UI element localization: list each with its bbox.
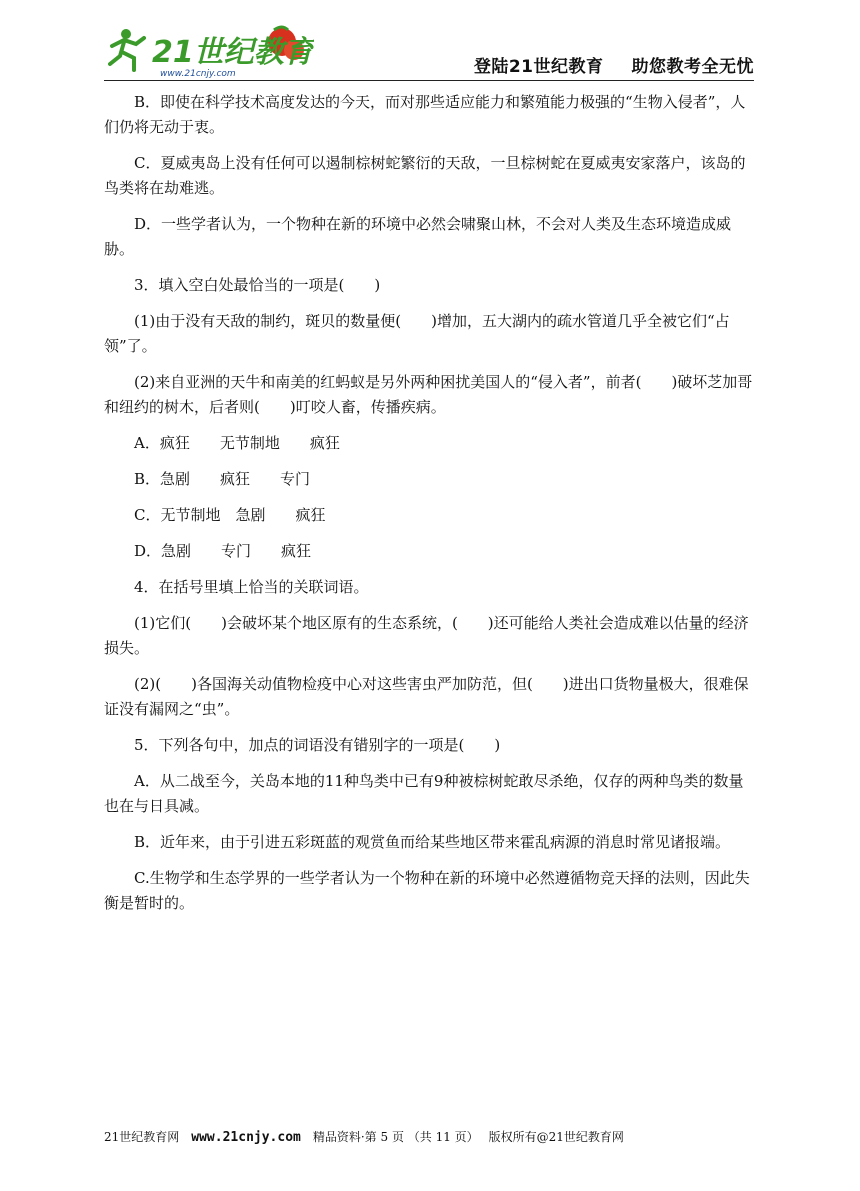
paragraph: (2)( )各国海关动值物检疫中心对这些害虫严加防范，但( )进出口货物量极大，很难保证没有漏网之“虫”。	[104, 675, 749, 718]
question-heading: 3．填入空白处最恰当的一项是( )	[134, 276, 381, 294]
footer-page-info: 精品资料·第 5 页 （共 11 页）	[312, 1130, 479, 1144]
document-body	[104, 90, 754, 916]
footer-copyright: 版权所有@21世纪教育网	[488, 1130, 624, 1144]
option-a: A．从二战至今，关岛本地的11种鸟类中已有9种被棕树蛇敢尽杀绝，仅存的两种鸟类的数量也在与日具减。	[104, 772, 744, 815]
running-figure-icon	[110, 29, 144, 70]
question-heading: 5．下列各句中，加点的词语没有错别字的一项是( )	[134, 736, 501, 754]
slogan-right: 助您教考全无忧	[631, 57, 754, 77]
footer-site-url[interactable]: www.21cnjy.com	[191, 1130, 301, 1145]
paragraph: (1)由于没有天敌的制约，斑贝的数量便( )增加，五大湖内的疏水管道几乎全被它们“占领”了。	[104, 312, 730, 355]
paragraph: (1)它们( )会破坏某个地区原有的生态系统，( )还可能给人类社会造成难以估量的经济损失。	[104, 614, 749, 657]
page-header	[104, 20, 754, 82]
option-a: A．疯狂 无节制地 疯狂	[134, 434, 340, 452]
paragraph: (2)来自亚洲的天牛和南美的红蚂蚁是另外两种困扰美国人的“侵入者”，前者( )破坏芝加哥和纽约的树木，后者则( )叮咬人畜，传播疾病。	[104, 373, 753, 416]
header-slogan	[474, 52, 754, 77]
header-divider	[104, 80, 754, 81]
option-d: D．急剧 专门 疯狂	[134, 542, 312, 560]
option-c: C．无节制地 急剧 疯狂	[134, 506, 326, 524]
svg-text:www.21cnjy.com: www.21cnjy.com	[160, 69, 236, 79]
paragraph: C．夏威夷岛上没有任何可以遏制棕树蛇繁衍的天敌，一旦棕树蛇在夏威夷安家落户，该岛的鸟类将在劫难逃。	[104, 154, 746, 197]
svg-text:21世纪教育: 21世纪教育	[152, 35, 314, 70]
slogan-left: 登陆21世纪教育	[473, 57, 604, 77]
footer-site-name: 21世纪教育网	[104, 1130, 180, 1144]
paragraph: B．即使在科学技术高度发达的今天，而对那些适应能力和繁殖能力极强的“生物入侵者”，人们仍将无动于衷。	[104, 93, 746, 136]
option-b: B．近年来，由于引进五彩斑蓝的观赏鱼而给某些地区带来霍乱病源的消息时常见诸报端。	[134, 833, 731, 851]
page-footer	[104, 1128, 754, 1145]
question-heading: 4．在括号里填上恰当的关联词语。	[134, 578, 369, 596]
site-logo	[104, 20, 314, 80]
option-b: B．急剧 疯狂 专门	[134, 470, 311, 488]
option-c: C.生物学和生态学界的一些学者认为一个物种在新的环境中必然遵循物竞天择的法则，因此失衡是暂时的。	[104, 869, 750, 912]
paragraph: D．一些学者认为，一个物种在新的环境中必然会啸聚山林，不会对人类及生态环境造成威胁。	[104, 215, 732, 258]
